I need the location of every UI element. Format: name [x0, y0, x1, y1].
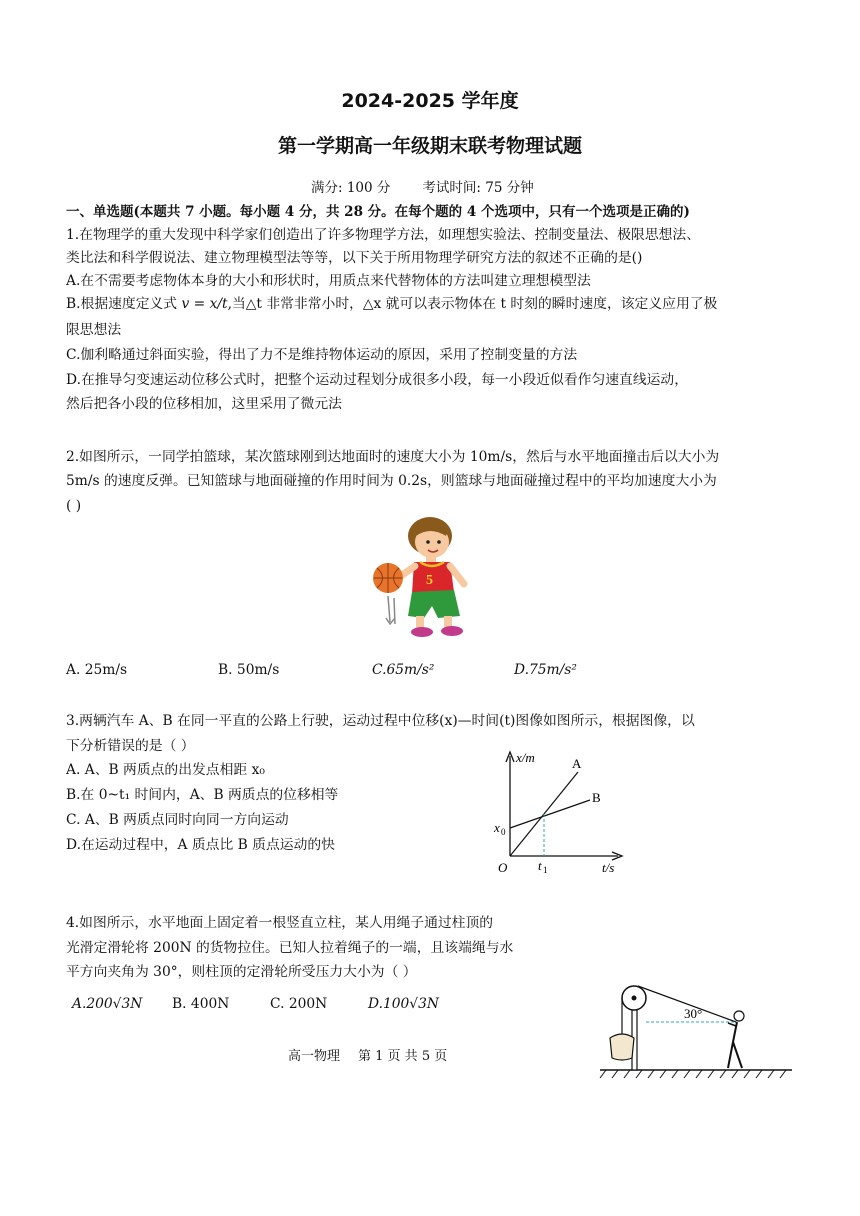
footer-subject: 高一物理 [288, 1049, 341, 1064]
q2-stem-line3: ( ) [66, 498, 82, 514]
q3-option-d: D.在运动过程中，A 质点比 B 质点运动的快 [66, 837, 335, 853]
xt-graph [490, 748, 630, 878]
q1-option-c: C.伽利略通过斜面实验，得出了力不是维持物体运动的原因，采用了控制变量的方法 [66, 347, 578, 363]
ground-hatching [600, 1070, 786, 1078]
footer-page-number: 第 1 页 共 5 页 [358, 1049, 448, 1064]
q1-stem-line1: 1.在物理学的重大发现中科学家们创造出了许多物理学方法，如理想实验法、控制变量法、极限思想法、 [66, 227, 701, 243]
basketball-player-illustration [368, 514, 492, 642]
q2-stem-line2: 5m/s 的速度反弹。已知篮球与地面碰撞的作用时间为 0.2s，则篮球与地面碰撞过程中的平均加速度大小为 [66, 473, 717, 489]
q2-option-d: D.75m/s² [514, 662, 577, 678]
q2-option-a: A. 25m/s [66, 662, 128, 678]
q1-option-d-line1: D.在推导匀变速运动位移公式时，把整个运动过程划分成很多小段，每一小段近似看作匀速直线运动， [66, 372, 689, 388]
q4-option-b: B. 400N [172, 996, 230, 1012]
q1-option-d-line2: 然后把各小段的位移相加，这里采用了微元法 [66, 396, 342, 412]
graph-xlabel: t/s [602, 860, 615, 875]
q1-stem-line2: 类比法和科学假说法、建立物理模型法等等，以下关于所用物理学研究方法的叙述不正确的是() [66, 250, 643, 266]
q3-option-b: B.在 0~t₁ 时间内，A、B 两质点的位移相等 [66, 787, 339, 803]
q3-stem-line2: 下分析错误的是（ ） [66, 738, 195, 754]
q4-stem-line3: 平方向夹角为 30°，则柱顶的定滑轮所受压力大小为（ ） [66, 964, 417, 980]
section-heading: 一、单选题(本题共 7 小题。每小题 4 分，共 28 分。在每个题的 4 个选项中，只有一个选项是正确的) [66, 204, 690, 220]
line-b [510, 800, 590, 828]
q2-option-c: C.65m/s² [372, 662, 435, 678]
graph-t1-label: t [538, 858, 542, 873]
q3-stem-line1: 3.两辆汽车 A、B 在同一平直的公路上行驶，运动过程中位移(x)—时间(t)图像如图所示，根据图像，以 [66, 713, 695, 729]
q1-option-b-line2: 限思想法 [66, 322, 122, 338]
angle-label: 30° [684, 1006, 703, 1021]
graph-origin: O [498, 860, 508, 875]
q4-option-d: D.100√3N [368, 996, 439, 1012]
exam-meta [311, 176, 534, 196]
pulley-diagram [596, 976, 800, 1084]
jersey-number: 5 [426, 573, 433, 588]
graph-x0-label: x [494, 820, 500, 835]
q1-option-b-rest: ,当△t 非常非常小时，△x 就可以表示物体在 t 时刻的瞬时速度，该定义应用了极 [227, 296, 718, 312]
q1-option-a: A.在不需要考虑物体本身的大小和形状时，用质点来代替物体的方法叫建立理想模型法 [66, 273, 591, 289]
title-exam: 第一学期高一年级期末联考物理试题 [277, 135, 582, 157]
velocity-formula: v = x/t [181, 296, 228, 312]
q4-option-c: C. 200N [270, 996, 328, 1012]
q1-option-b [66, 293, 717, 315]
full-score: 满分: 100 分 [311, 180, 391, 196]
q4-stem-line2: 光滑定滑轮将 200N 的货物拉住。已知人拉着绳子的一端，且该端绳与水 [66, 940, 514, 956]
q2-stem-line1: 2.如图所示，一同学拍篮球，某次篮球刚到达地面时的速度大小为 10m/s，然后与水平地面撞击后以大小为 [66, 449, 720, 465]
q3-option-c: C. A、B 两质点同时向同一方向运动 [66, 812, 289, 828]
q4-stem-line1: 4.如图所示，水平地面上固定着一根竖直立柱，某人用绳子通过柱顶的 [66, 915, 494, 931]
title-year: 2024-2025 学年度 [341, 90, 519, 112]
person-head [734, 1011, 744, 1021]
graph-ylabel: x/m [516, 750, 535, 765]
exam-time: 考试时间: 75 分钟 [422, 180, 534, 196]
q4-option-a: A.200√3N [72, 996, 143, 1012]
graph-line-b-label: B [592, 790, 601, 805]
q1-option-b-prefix: B.根据速度定义式 [66, 296, 178, 312]
graph-x0-sub: 0 [501, 827, 506, 837]
page-footer [288, 1045, 447, 1064]
q2-option-b: B. 50m/s [218, 662, 280, 678]
cargo-bucket [610, 1034, 634, 1060]
q3-option-a: A. A、B 两质点的出发点相距 x₀ [66, 762, 265, 778]
graph-t1-sub: 1 [543, 865, 548, 875]
graph-line-a-label: A [572, 756, 582, 771]
person-body [728, 1022, 742, 1068]
